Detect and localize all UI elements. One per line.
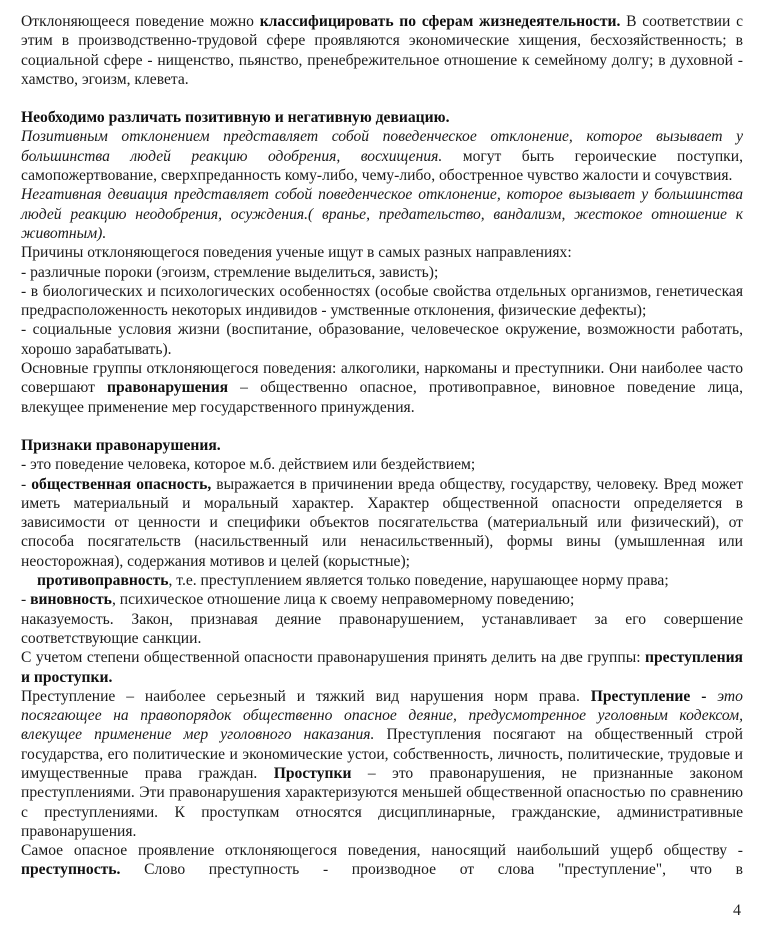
text: - — [21, 591, 31, 609]
text: Основные группы отклоняющегося поведения: алкоголики, наркоманы и преступники. Они наиболее часто совершают — [21, 360, 743, 397]
heading-deviation-types — [21, 108, 743, 127]
text: Преступления посягают на общественный строй государства, его политические и экономические устои, собственность, личность, политические, трудовые и имущественные права граждан. — [21, 726, 743, 782]
list-item-behavior: - это поведение человека, которое м.б. действием или бездействием; — [21, 456, 476, 474]
bold-text: противоправность — [37, 572, 169, 590]
spacer — [21, 417, 743, 436]
bold-text: преступления и проступки. — [21, 649, 743, 686]
paragraph-positive-deviation — [21, 127, 743, 185]
list-item-social: - социальные условия жизни (воспитание, образование, человеческое окружение, возможности работать, хорошо зарабатывать). — [21, 321, 743, 358]
italic-text: Позитивным отклонением представляет собой поведенческое отклонение, которое вызывает у большинства людей реакцию одобрения, восхищения. — [21, 128, 743, 165]
bold-text: виновность — [30, 591, 112, 609]
list-item-public-danger — [21, 475, 743, 571]
italic-text: Негативная девиация представляет собой поведенческое отклонение, которое вызывает у большинства людей реакцию неодобрения, осуждения.( вранье, предательство, вандализм, жестокое отношение к животным). — [21, 186, 743, 242]
heading-text: Признаки правонарушения. — [21, 436, 221, 454]
list-item-vices: - различные пороки (эгоизм, стремление выделиться, зависть); — [21, 263, 439, 281]
heading-offense-signs — [21, 436, 743, 455]
text: - — [21, 475, 32, 493]
spacer — [21, 89, 743, 108]
page-number: 4 — [733, 902, 741, 919]
text: Слово преступность - производное от слова "преступление", что в — [120, 861, 743, 879]
paragraph-main-groups — [21, 359, 743, 417]
text: С учетом степени общественной опасности правонарушения принять делить на две группы: — [21, 649, 645, 667]
list-item-biological: - в биологических и психологических особенностях (особые свойства отдельных организмов, генетическая предрасположенность некоторых индивидов - умственные отклонения, физические дефекты); — [21, 282, 743, 320]
paragraph-criminality — [21, 841, 743, 880]
text: Преступление – наиболее серьезный и тяжкий вид нарушения норм права. — [21, 687, 591, 705]
text: Отклоняющееся поведение можно — [21, 13, 260, 30]
text: , психическое отношение лица к своему неправомерному поведению; — [111, 591, 575, 609]
text: выражается в причинении вреда обществу, государству, человеку. Вред может иметь материальный и моральный характер. Характер общественной опасности определяется в зависимости от ценности и специфики объектов посягательства (материальный или физический), от способа посягательств (насильственный или ненасильственный), формы вины (умышленная или неосторожная), содержания мотивов и целей (корыстные); — [21, 475, 744, 570]
bold-text: правонарушения — [106, 379, 229, 397]
bold-text: общественная опасность, — [31, 475, 212, 493]
heading-text: Необходимо различать позитивную и негативную девиацию. — [21, 109, 450, 127]
list-item-unlawfulness — [21, 571, 743, 590]
paragraph-classification — [21, 12, 743, 89]
bold-text: классифицировать по сферам жизнедеятельности. — [259, 13, 621, 30]
text: – общественно опасное, противоправное, виновное поведение лица, влекущее применение мер государственного принуждения. — [21, 379, 743, 416]
text: могут быть героические поступки, самопожертвование, сверхпреданность кому-либо, чему-либо, обостренное чувство жалости и сочувствия. — [21, 147, 743, 185]
text: – это правонарушения, не признанные законом преступлениями. Эти правонарушения характеризуются меньшей общественной опасностью по сравнению с преступлениями. К проступкам относятся дисциплинарные, гражданские, административные правонарушения. — [21, 764, 744, 840]
document-page — [21, 12, 743, 880]
bold-text: Проступки — [273, 764, 352, 782]
paragraph-crime-definition — [21, 687, 743, 841]
list-item-punishability: наказуемость. Закон, признавая деяние правонарушением, устанавливает за его совершение соответствующие санкции. — [21, 610, 743, 647]
text: , т.е. преступлением является только поведение, нарушающее норму права; — [168, 572, 669, 590]
paragraph-causes: Причины отклоняющегося поведения ученые ищут в самых разных направлениях: — [21, 244, 572, 262]
text: Самое опасное проявление отклоняющегося поведения, наносящий наибольший ущерб обществу - — [21, 842, 743, 860]
paragraph-two-groups — [21, 648, 743, 687]
italic-text: это посягающее на правопорядок общественно опасное деяние, предусмотренное уголовным кодексом, влекущее применение мер уголовного наказания. — [21, 687, 743, 744]
text: В соответствии с этим в производственно-трудовой сфере проявляются экономические хищения, бесхозяйственность; в социальной сфере - нищенство, пьянство, пренебрежительное отношение к семейному долгу; в духовной - хамство, эгоизм, клевета. — [21, 13, 743, 88]
bold-text: Преступление - — [590, 687, 707, 705]
bold-text: преступность. — [21, 861, 121, 879]
list-item-guilt — [21, 590, 743, 609]
paragraph-negative-deviation — [21, 185, 743, 243]
